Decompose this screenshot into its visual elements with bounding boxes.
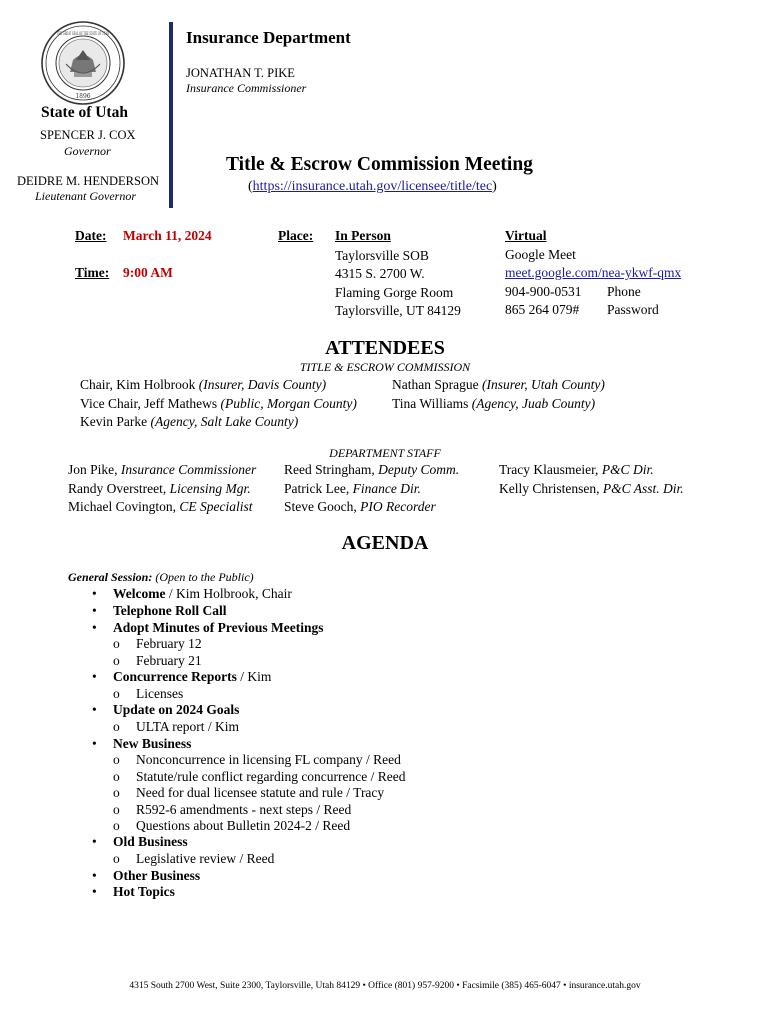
agenda-items	[92, 586, 673, 901]
meeting-url-line	[248, 179, 497, 195]
agenda-item-title: Telephone Roll Call	[113, 602, 227, 618]
staff-role: CE Specialist	[179, 499, 253, 514]
sub-bullet-icon: o	[113, 818, 120, 834]
commissioner-title: Insurance Commissioner	[186, 81, 307, 95]
agenda-subitem-text: R592-6 amendments - next steps / Reed	[136, 801, 352, 817]
staff-column-3	[499, 461, 684, 498]
seal-year: 1896	[75, 93, 91, 100]
member-role: (Agency, Juab County)	[471, 395, 596, 411]
agenda-subitem	[113, 851, 673, 867]
agenda-subitem	[113, 686, 673, 702]
agenda-subitem-text: Licenses	[136, 686, 184, 701]
lt-governor-name: DEIDRE M. HENDERSON	[17, 174, 160, 188]
agenda-subitem	[113, 653, 673, 669]
agenda-item	[92, 735, 673, 753]
agenda-subitem-text: Statute/rule conflict regarding concurrence / Reed	[136, 768, 406, 784]
commission-heading: TITLE & ESCROW COMMISSION	[299, 360, 471, 374]
agenda-item	[92, 884, 673, 901]
staff-member	[284, 461, 459, 480]
agenda-item-title: Hot Topics	[113, 884, 175, 900]
agenda-subitem-text: Legislative review / Reed	[136, 851, 275, 867]
address-line: 4315 S. 2700 W.	[335, 266, 425, 282]
agenda-item-title: New Business	[113, 735, 192, 751]
staff-member	[499, 480, 684, 499]
agenda-list	[92, 586, 673, 901]
agenda-subitem-text: Nonconcurrence in licensing FL company / Reed	[136, 752, 401, 768]
agenda-item	[92, 586, 673, 603]
agenda-subitem-text: ULTA report / Kim	[136, 719, 240, 735]
meeting-url-link[interactable]: https://insurance.utah.gov/licensee/title/tec	[252, 179, 493, 194]
url-open-paren: (	[248, 179, 253, 194]
member-role: (Insurer, Utah County)	[481, 377, 605, 392]
virtual-service: Google Meet	[505, 247, 576, 262]
attendees-heading: ATTENDEES	[325, 337, 445, 359]
state-name: State of Utah	[41, 104, 128, 121]
address-line: Taylorsville SOB	[335, 248, 429, 263]
department-name: Insurance Department	[186, 28, 351, 47]
bullet-icon: •	[92, 602, 97, 618]
agenda-item	[92, 834, 673, 851]
date-value: March 11, 2024	[123, 228, 212, 243]
virtual-meet-link[interactable]: meet.google.com/nea-ykwf-qmx	[505, 265, 682, 280]
agenda-item	[92, 867, 673, 885]
sub-bullet-icon: o	[113, 719, 120, 735]
sub-bullet-icon: o	[113, 636, 120, 652]
agenda-item-suffix: / Kim	[236, 669, 272, 685]
commission-member	[392, 395, 605, 414]
staff-name: Jon Pike,	[68, 462, 118, 477]
staff-name: Kelly Christensen,	[499, 480, 600, 496]
sub-bullet-icon: o	[113, 851, 120, 867]
staff-name: Patrick Lee,	[284, 480, 350, 496]
footer-office: Office (801) 957-9200	[368, 981, 454, 991]
agenda-item-suffix: / Kim Holbrook, Chair	[165, 586, 292, 601]
member-name: Tina Williams	[392, 395, 469, 411]
staff-member	[499, 461, 684, 480]
commission-left-column	[80, 376, 357, 432]
staff-name: Randy Overstreet,	[68, 480, 167, 496]
place-label: Place:	[278, 228, 314, 243]
member-role: (Agency, Salt Lake County)	[150, 414, 299, 429]
agenda-item-title: Old Business	[113, 834, 188, 850]
member-name: Kevin Parke	[80, 414, 148, 429]
bullet-icon: •	[92, 867, 97, 883]
sub-bullet-icon: o	[113, 785, 120, 801]
agenda-subitem-text: Need for dual licensee statute and rule / Tracy	[136, 785, 385, 801]
bullet-icon: •	[92, 586, 97, 601]
staff-column-1	[68, 461, 256, 517]
member-role: (Public, Morgan County)	[220, 395, 357, 411]
commission-right-column	[392, 376, 605, 413]
agenda-item	[92, 602, 673, 620]
agenda-subitem-text: February 12	[136, 636, 202, 652]
agenda-subitem	[113, 802, 673, 818]
agenda-subitem	[113, 636, 673, 652]
staff-role: Licensing Mgr.	[169, 480, 251, 496]
sub-bullet-icon: o	[113, 801, 120, 817]
sub-bullet-icon: o	[113, 686, 120, 701]
commission-member	[80, 376, 357, 395]
staff-name: Tracy Klausmeier,	[499, 462, 599, 477]
staff-heading: DEPARTMENT STAFF	[329, 446, 441, 460]
commission-member	[80, 395, 357, 414]
phone-number: 904-900-0531	[505, 284, 582, 299]
virtual-heading: Virtual	[505, 228, 547, 243]
agenda-subitem	[113, 769, 673, 785]
staff-role: PIO Recorder	[360, 499, 436, 514]
time-label: Time:	[75, 265, 110, 280]
agenda-subitem-text: February 21	[136, 652, 202, 668]
agenda-item	[92, 702, 673, 719]
governor-title: Governor	[64, 144, 111, 158]
agenda-item-title: Welcome	[113, 586, 166, 601]
in-person-heading: In Person	[335, 228, 391, 243]
meeting-title: Title & Escrow Commission Meeting	[226, 154, 533, 175]
staff-member	[284, 498, 459, 517]
footer-fax: Facsimile (385) 465-6047	[462, 981, 561, 991]
address-line: Taylorsville, UT 84129	[335, 302, 461, 318]
staff-name: Reed Stringham,	[284, 462, 375, 477]
url-close-paren: )	[492, 179, 497, 194]
staff-role: P&C Dir.	[601, 462, 654, 477]
staff-column-2	[284, 461, 459, 517]
footer-sep: •	[563, 981, 567, 991]
session-line	[68, 570, 254, 585]
bullet-icon: •	[92, 619, 97, 635]
governor-name: SPENCER J. COX	[40, 128, 136, 142]
commission-member	[80, 413, 357, 432]
staff-name: Steve Gooch,	[284, 499, 357, 514]
seal-text: THE GREAT SEAL OF THE STATE OF UTAH	[57, 31, 110, 37]
bullet-icon: •	[92, 669, 97, 685]
lt-governor-title: Lieutenant Governor	[35, 189, 136, 203]
utah-state-seal	[40, 20, 126, 106]
sub-bullet-icon: o	[113, 752, 120, 768]
agenda-subitem-text: Questions about Bulletin 2024-2 / Reed	[136, 818, 351, 834]
staff-member	[284, 480, 459, 499]
session-label: General Session:	[68, 570, 153, 584]
time-value: 9:00 AM	[123, 265, 173, 280]
footer	[0, 981, 770, 991]
staff-member	[68, 498, 256, 517]
member-name: Nathan Sprague	[392, 377, 479, 392]
agenda-item-title: Concurrence Reports	[113, 669, 237, 685]
bullet-icon: •	[92, 702, 97, 718]
bullet-icon: •	[92, 834, 97, 850]
sub-bullet-icon: o	[113, 768, 120, 784]
phone-label: Phone	[607, 284, 641, 299]
agenda-subitem	[113, 752, 673, 768]
in-person-address	[335, 247, 461, 320]
staff-role: Insurance Commissioner	[120, 462, 257, 477]
agenda-item	[92, 619, 673, 637]
agenda-item-title: Update on 2024 Goals	[113, 702, 240, 718]
staff-member	[68, 480, 256, 499]
agenda-subitem	[113, 785, 673, 801]
staff-name: Michael Covington,	[68, 499, 176, 514]
staff-member	[68, 461, 256, 480]
footer-address: 4315 South 2700 West, Suite 2300, Taylorsville, Utah 84129	[129, 981, 361, 991]
footer-site[interactable]: insurance.utah.gov	[568, 981, 641, 991]
session-note: (Open to the Public)	[155, 570, 254, 584]
member-role: (Insurer, Davis County)	[198, 377, 327, 392]
staff-role: Deputy Comm.	[378, 462, 460, 477]
commission-member	[392, 376, 605, 395]
bullet-icon: •	[92, 884, 97, 900]
agenda-item-title: Adopt Minutes of Previous Meetings	[113, 619, 324, 635]
staff-role: P&C Asst. Dir.	[602, 480, 684, 496]
date-label: Date:	[75, 228, 107, 243]
staff-role: Finance Dir.	[352, 480, 421, 496]
bullet-icon: •	[92, 735, 97, 751]
commissioner-name: JONATHAN T. PIKE	[186, 66, 295, 80]
footer-sep: •	[456, 981, 460, 991]
agenda-heading: AGENDA	[341, 532, 429, 554]
password-label: Password	[607, 302, 659, 317]
agenda-item-title: Other Business	[113, 867, 201, 883]
header-divider-bar	[169, 22, 173, 208]
sub-bullet-icon: o	[113, 652, 120, 668]
member-name: Vice Chair, Jeff Mathews	[80, 395, 218, 411]
member-name: Chair, Kim Holbrook	[80, 377, 196, 392]
agenda-subitem	[113, 818, 673, 834]
address-line: Flaming Gorge Room	[335, 284, 454, 300]
agenda-item	[92, 669, 673, 686]
password-value: 865 264 079#	[505, 302, 580, 317]
footer-sep: •	[362, 981, 366, 991]
agenda-subitem	[113, 719, 673, 735]
